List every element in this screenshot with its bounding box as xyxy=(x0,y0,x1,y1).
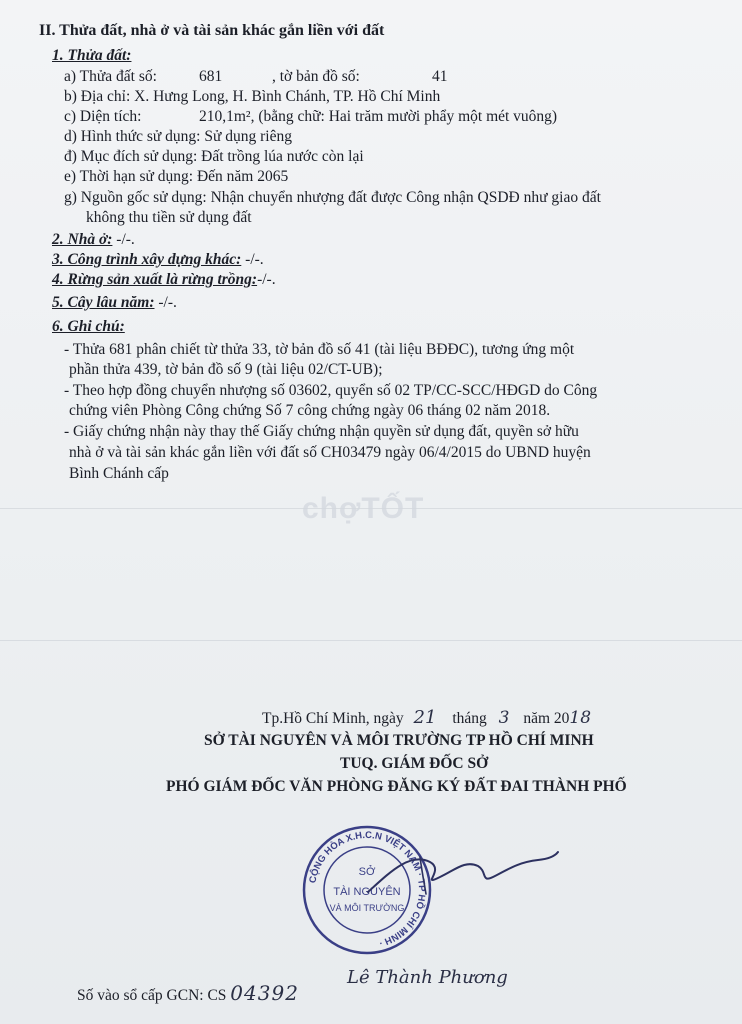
usage-term-line: e) Thời hạn sử dụng: Đến năm 2065 xyxy=(64,168,289,185)
stamp-center-line: TÀI NGUYÊN xyxy=(333,886,401,898)
parcel-number-label: a) Thửa đất số: xyxy=(64,68,157,85)
origin-line-2: không thu tiền sử dụng đất xyxy=(86,209,252,226)
year-label: năm 20 xyxy=(523,710,570,727)
on-behalf-line: TUQ. GIÁM ĐỐC SỞ xyxy=(340,755,489,772)
house-value: -/-. xyxy=(116,231,135,248)
note-line: nhà ở và tài sản khác gắn liền với đất số CH03479 ngày 06/4/2015 do UBND huyện xyxy=(69,444,591,461)
trees-heading: 5. Cây lâu năm: xyxy=(52,294,155,311)
registry-label: Số vào sổ cấp GCN: CS xyxy=(77,987,227,1004)
date-day: 21 xyxy=(413,707,437,728)
month-label: tháng xyxy=(452,710,487,727)
house-row xyxy=(52,231,135,249)
parcel-number-value: 681 xyxy=(199,68,223,85)
signer-name: Lê Thành Phương xyxy=(347,967,508,988)
stamp-center-line: SỞ xyxy=(358,866,376,878)
land-heading: 1. Thửa đất: xyxy=(52,47,132,64)
trees-value: -/-. xyxy=(158,294,177,311)
place-date-line xyxy=(262,709,591,728)
area-value: 210,1m², (bằng chữ: Hai trăm mười phẩy một mét vuông) xyxy=(199,108,558,125)
note-line: - Thửa 681 phân chiết từ thửa 33, tờ bản đồ số 41 (tài liệu BĐĐC), tương ứng một xyxy=(64,341,575,358)
registry-line xyxy=(77,981,299,1005)
note-line: - Giấy chứng nhận này thay thế Giấy chứng nhận quyền sử dụng đất, quyền sở hữu xyxy=(64,423,579,440)
construction-heading: 3. Công trình xây dựng khác: xyxy=(52,251,242,268)
note-line: Bình Chánh cấp xyxy=(69,465,169,482)
area-label: c) Diện tích: xyxy=(64,108,142,125)
address-line: b) Địa chỉ: X. Hưng Long, H. Bình Chánh, TP. Hồ Chí Minh xyxy=(64,88,441,105)
place-date-prefix: Tp.Hồ Chí Minh, ngày xyxy=(262,710,404,727)
date-year-suffix: 18 xyxy=(569,708,592,728)
watermark-logo: chợTỐT xyxy=(302,492,425,525)
stamp-center-line: VÀ MÔI TRƯỜNG xyxy=(329,903,405,913)
section-title: II. Thửa đất, nhà ở và tài sản khác gắn liền với đất xyxy=(39,22,385,39)
forest-value: -/-. xyxy=(257,271,276,288)
construction-value: -/-. xyxy=(245,251,264,268)
note-line: chứng viên Phòng Công chứng Số 7 công chứng ngày 06 tháng 02 năm 2018. xyxy=(69,402,551,419)
origin-line-1: g) Nguồn gốc sử dụng: Nhận chuyển nhượng đất được Công nhận QSDĐ như giao đất xyxy=(64,189,601,206)
map-sheet-label: , tờ bản đồ số: xyxy=(272,68,360,85)
note-line: - Theo hợp đồng chuyển nhượng số 03602, quyển số 02 TP/CC-SCC/HĐGD do Công xyxy=(64,382,598,399)
notes-heading: 6. Ghi chú: xyxy=(52,318,125,335)
date-month: 3 xyxy=(498,708,510,728)
forest-heading: 4. Rừng sản xuất là rừng trồng: xyxy=(52,271,258,288)
handwritten-signature xyxy=(360,832,560,902)
authority-name: SỞ TÀI NGUYÊN VÀ MÔI TRƯỜNG TP HỒ CHÍ MINH xyxy=(204,732,594,749)
stamp-ring-text: CỘNG HÒA X.H.C.N VIỆT NAM · TP HỒ CHÍ MINH · xyxy=(307,829,428,949)
usage-purpose-line: đ) Mục đích sử dụng: Đất trồng lúa nước còn lại xyxy=(64,148,364,165)
map-sheet-value: 41 xyxy=(432,68,448,85)
signer-position: PHÓ GIÁM ĐỐC VĂN PHÒNG ĐĂNG KÝ ĐẤT ĐAI THÀNH PHỐ xyxy=(166,778,627,795)
trees-row xyxy=(52,294,177,312)
registry-number: 04392 xyxy=(230,981,299,1005)
house-heading: 2. Nhà ở: xyxy=(52,231,113,248)
construction-row xyxy=(52,251,264,269)
forest-row xyxy=(52,271,276,289)
usage-form-line: d) Hình thức sử dụng: Sử dụng riêng xyxy=(64,128,292,145)
note-line: phần thửa 439, tờ bản đồ số 9 (tài liệu 02/CT-UB); xyxy=(69,361,383,378)
